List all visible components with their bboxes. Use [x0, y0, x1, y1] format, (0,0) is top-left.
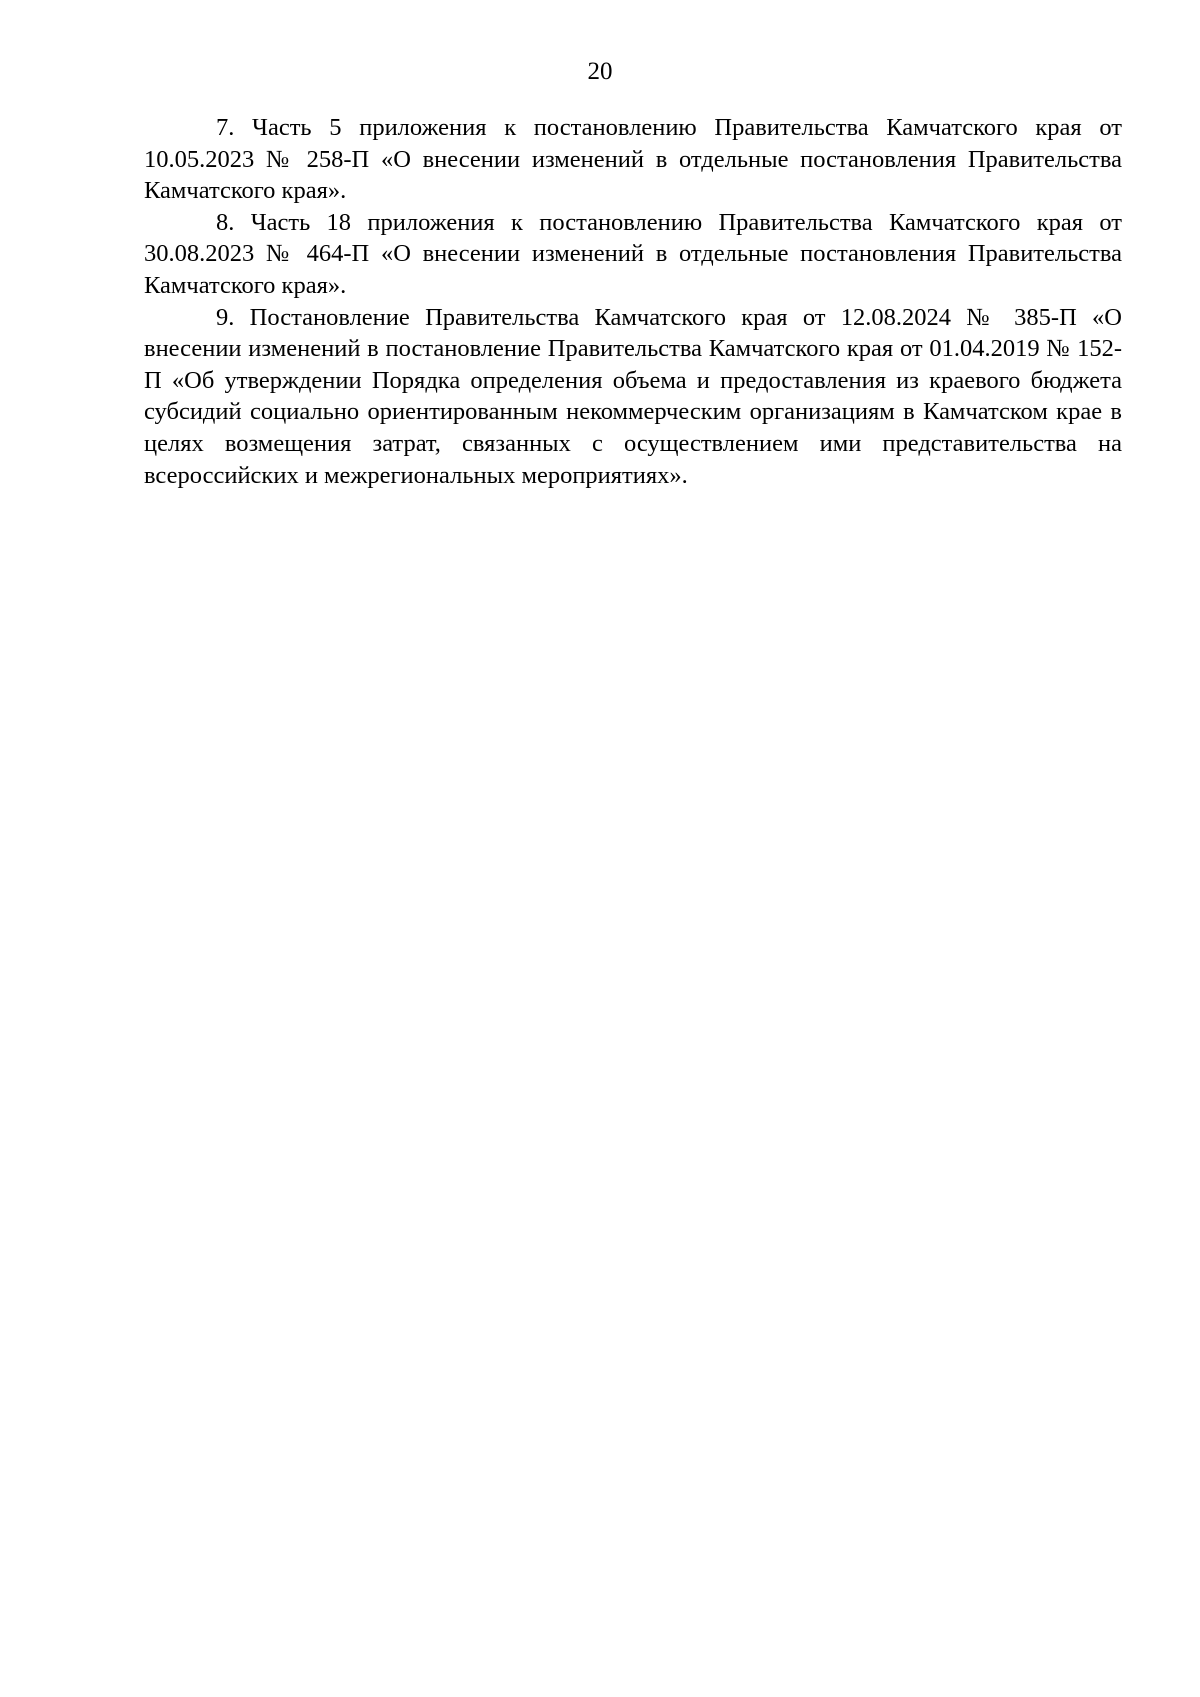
document-body — [144, 112, 1122, 491]
paragraph-item-8: 8. Часть 18 приложения к постановлению Правительства Камчатского края от 30.08.2023 № 464-П «О внесении изменений в отдельные постановления Правительства Камчатского края». — [144, 208, 1122, 299]
page-number: 20 — [587, 58, 613, 85]
paragraph-item-9: 9. Постановление Правительства Камчатского края от 12.08.2024 № 385-П «О внесении изменений в постановление Правительства Камчатского края от 01.04.2019 № 152-П «Об утверждении Порядка определения объема и предоставления из краевого бюджета субсидий социально ориентированным некоммерческим организациям в Камчатском крае в целях возмещения затрат, связанных с осуществлением ими представительства на всероссийских и межрегиональных мероприятиях». — [144, 303, 1122, 489]
paragraph-item-7: 7. Часть 5 приложения к постановлению Правительства Камчатского края от 10.05.2023 № 258-П «О внесении изменений в отдельные постановления Правительства Камчатского края». — [144, 114, 1122, 205]
